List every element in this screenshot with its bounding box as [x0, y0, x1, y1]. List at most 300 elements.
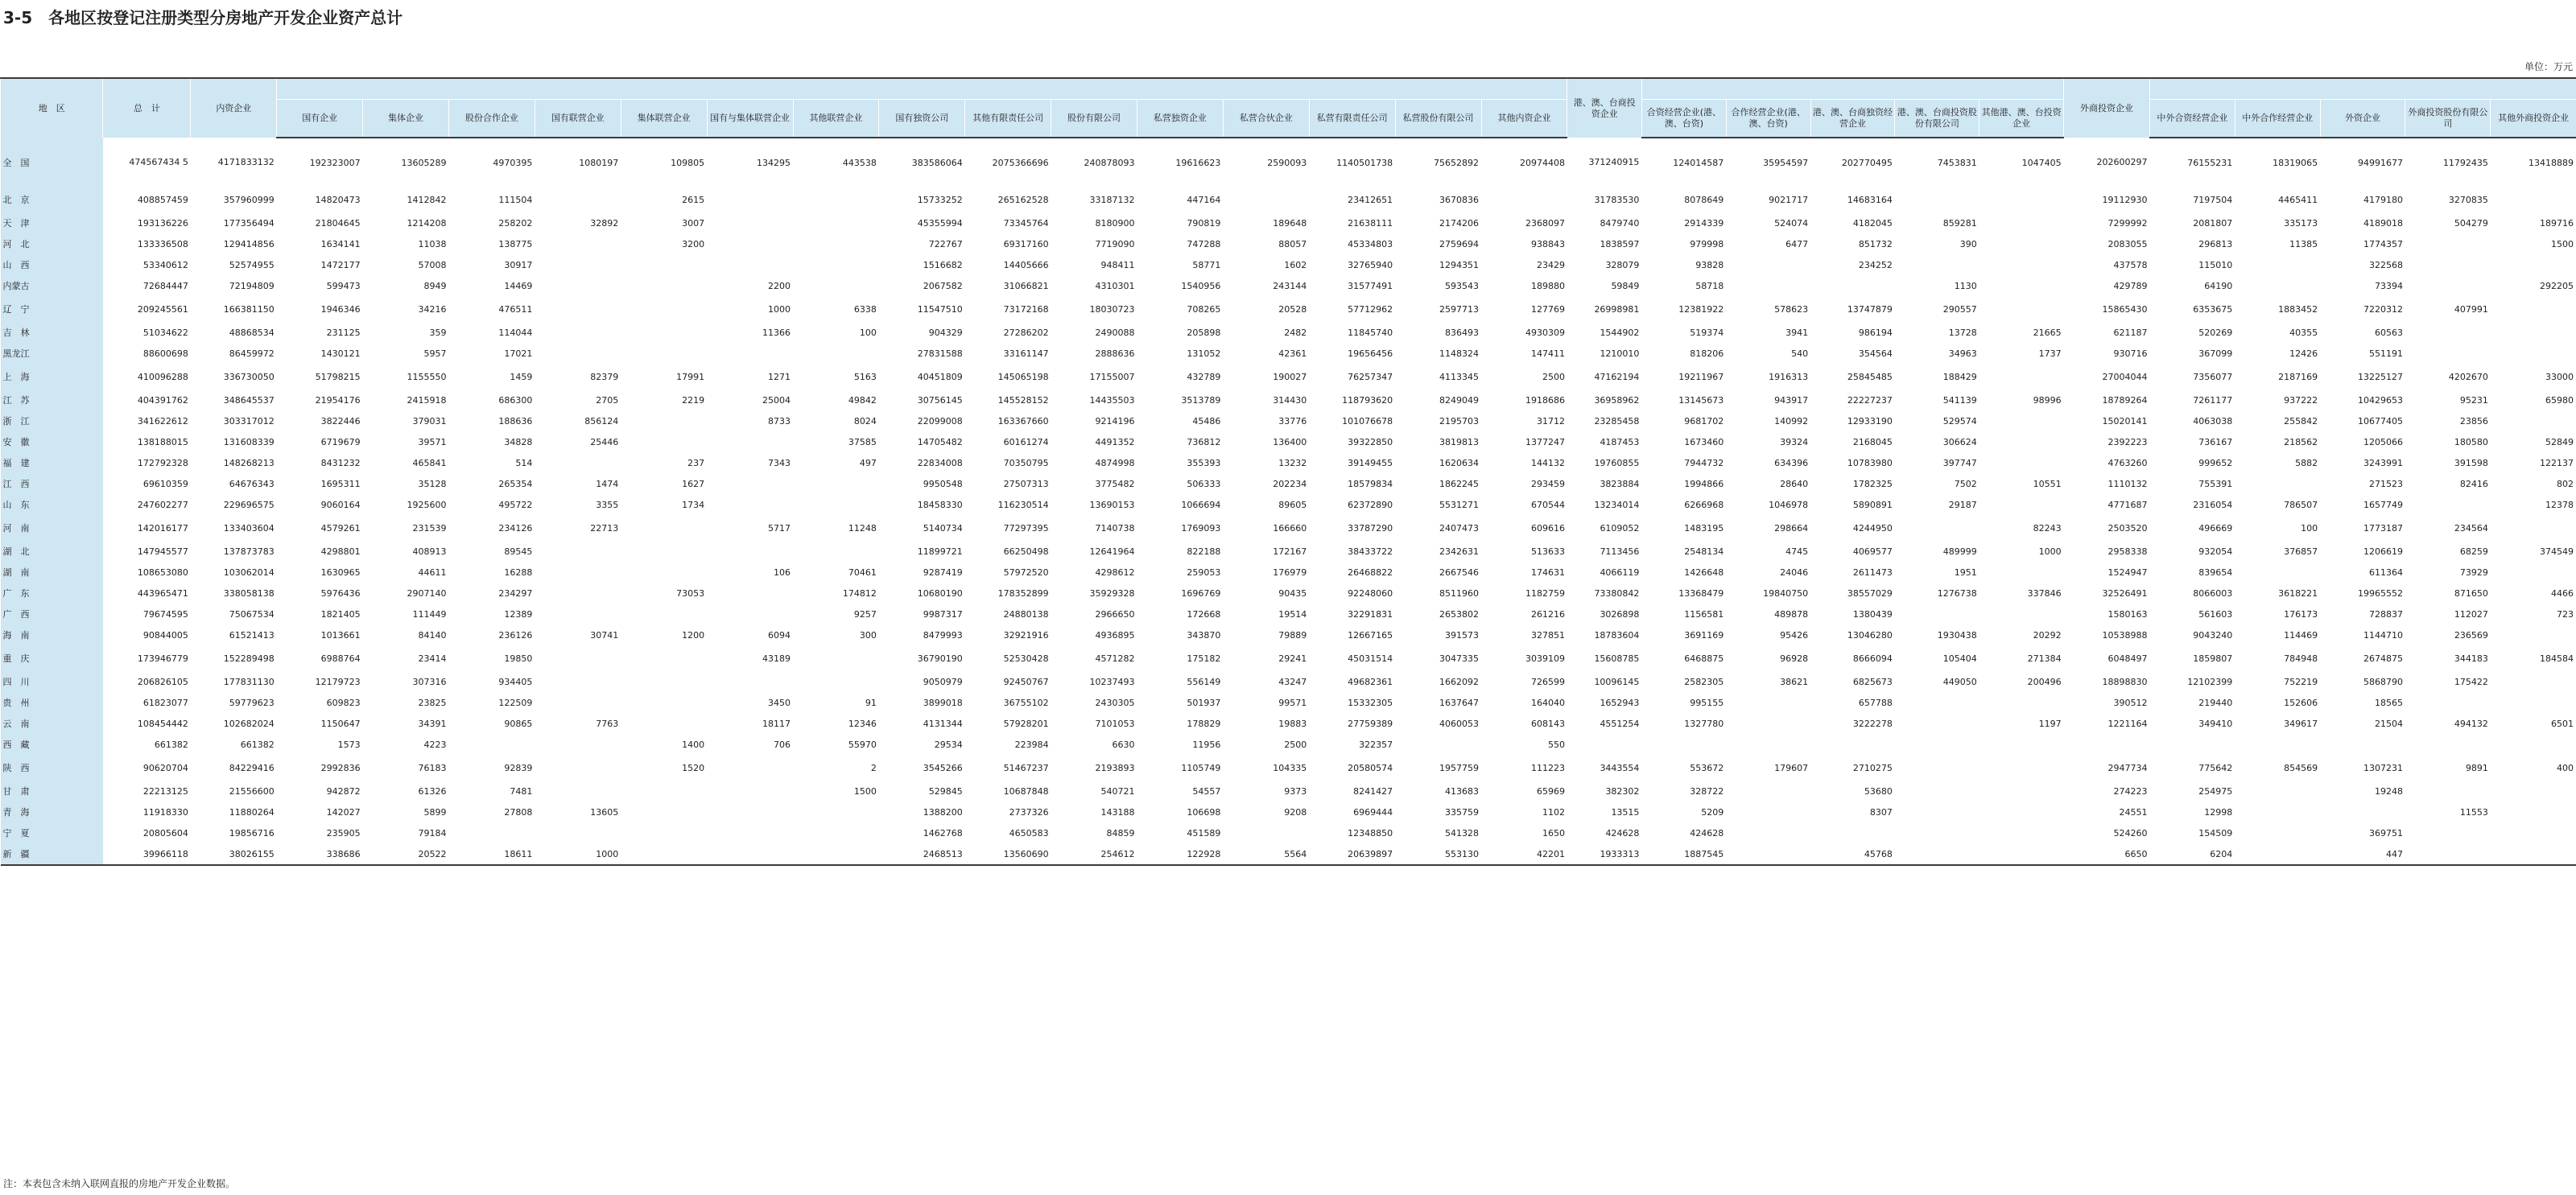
value-cell: 1773187 [2363, 522, 2403, 534]
value-cell [2491, 515, 2576, 541]
value-cell: 47162194 [1594, 371, 1640, 382]
value-cell: 13728 [1948, 327, 1977, 338]
value-cell: 20292 [2033, 629, 2062, 641]
header-foreign-col: 外商投资股份有限公司 [2405, 99, 2491, 138]
value-cell: 27507313 [1003, 478, 1049, 489]
value-cell: 986194 [1858, 327, 1893, 338]
value-cell: 1206619 [2363, 546, 2403, 557]
value-cell: 61823077 [142, 697, 188, 708]
value-cell: 147945577 [137, 546, 188, 557]
table-row [1, 843, 2576, 865]
value-cell: 4579261 [320, 522, 361, 534]
value-cell: 4298801 [320, 546, 361, 557]
value-cell: 137873783 [223, 546, 275, 557]
value-cell: 49682361 [1348, 676, 1393, 687]
value-cell [1979, 494, 2064, 515]
value-cell: 59849 [1611, 280, 1640, 291]
value-cell: 189716 [2540, 217, 2574, 229]
value-cell: 17991 [676, 371, 705, 382]
value-cell: 3545266 [923, 762, 963, 773]
value-cell: 92839 [504, 762, 533, 773]
value-cell: 424628 [1605, 827, 1640, 839]
value-cell: 19211967 [1678, 371, 1724, 382]
value-cell: 90620704 [142, 762, 188, 773]
region-cell: 安 徽 [1, 431, 103, 452]
value-cell: 2958338 [2107, 546, 2148, 557]
value-cell: 15332305 [1348, 697, 1393, 708]
value-cell: 11918330 [142, 806, 188, 818]
value-cell: 1634141 [320, 238, 361, 249]
value-cell: 219440 [2198, 697, 2233, 708]
value-cell: 4244950 [1852, 522, 1893, 534]
value-cell: 95231 [2459, 394, 2488, 406]
value-cell: 12102399 [2187, 676, 2233, 687]
value-cell: 1000 [768, 303, 791, 315]
value-cell: 20522 [363, 843, 449, 865]
value-cell: 34216 [418, 303, 447, 315]
value-cell [621, 781, 707, 801]
value-cell: 21504 [2374, 718, 2403, 729]
table-row [1, 713, 2576, 734]
header-hkmt-col: 港、澳、台商独资经营企业 [1810, 99, 1895, 138]
value-cell: 12426 [2289, 348, 2318, 359]
value-cell: 18579834 [1348, 478, 1393, 489]
header-foreign-col: 外资企业 [2320, 99, 2405, 138]
value-cell: 609616 [1530, 522, 1565, 534]
value-cell [1979, 212, 2064, 233]
value-cell: 106698 [1187, 806, 1221, 818]
value-cell [2235, 473, 2320, 494]
value-cell: 11899721 [917, 546, 963, 557]
value-cell [1979, 843, 2064, 865]
value-cell: 234126 [498, 522, 533, 534]
value-cell: 513633 [1530, 546, 1565, 557]
value-cell: 26468822 [1348, 567, 1393, 578]
value-cell: 1483195 [1684, 522, 1724, 534]
value-cell [535, 604, 621, 624]
value-cell: 379031 [412, 415, 447, 426]
value-cell [1895, 801, 1979, 822]
value-cell: 621187 [2113, 327, 2148, 338]
value-cell: 6630 [1112, 739, 1135, 750]
value-cell: 11792435 [2442, 157, 2488, 168]
value-cell [1895, 781, 1979, 801]
value-cell: 58771 [1192, 259, 1221, 270]
value-cell [2405, 233, 2491, 254]
header-domestic-col: 国有企业 [277, 99, 363, 138]
value-cell: 36755102 [1003, 697, 1049, 708]
value-cell: 657788 [1858, 697, 1893, 708]
value-cell: 561603 [2198, 608, 2233, 620]
value-cell: 14469 [504, 280, 533, 291]
header-domestic-col: 国有联营企业 [535, 99, 621, 138]
value-cell: 489999 [1942, 546, 1977, 557]
value-cell: 1946346 [320, 303, 361, 315]
value-cell: 327851 [1530, 629, 1565, 641]
value-cell: 61521413 [229, 629, 275, 641]
value-cell: 133336508 [137, 238, 188, 249]
value-cell: 36958962 [1594, 394, 1640, 406]
value-cell: 9257 [853, 608, 877, 620]
value-cell: 708265 [1187, 303, 1221, 315]
value-cell: 3355 [596, 499, 619, 510]
value-cell: 1144710 [2363, 629, 2403, 641]
value-cell: 176979 [1273, 567, 1307, 578]
value-cell [2405, 822, 2491, 843]
value-cell: 1182759 [1525, 587, 1565, 599]
value-cell: 11547510 [917, 303, 963, 315]
value-cell: 4466 [2551, 587, 2574, 599]
value-cell [621, 296, 707, 322]
value-cell: 6094 [768, 629, 791, 641]
value-cell [1979, 452, 2064, 473]
table-row [1, 254, 2576, 275]
value-cell: 1200 [682, 629, 705, 641]
value-cell: 634396 [1774, 457, 1809, 468]
value-cell: 32526491 [2102, 587, 2148, 599]
value-cell: 27004044 [2102, 371, 2148, 382]
value-cell: 408857459 [137, 194, 188, 205]
value-cell: 2067582 [923, 280, 963, 291]
value-cell: 296813 [2198, 238, 2233, 249]
value-cell: 12346 [848, 718, 877, 729]
value-cell: 10677405 [2357, 415, 2403, 426]
header-foreign-col: 中外合资经营企业 [2149, 99, 2235, 138]
value-cell: 145065198 [997, 371, 1049, 382]
value-cell: 13560690 [965, 843, 1051, 865]
value-cell [621, 604, 707, 624]
value-cell: 8733 [768, 415, 791, 426]
table-row [1, 604, 2576, 624]
region-cell: 新 疆 [1, 843, 103, 865]
value-cell [1979, 755, 2064, 781]
value-cell: 108454442 [137, 718, 188, 729]
value-cell: 26998981 [1594, 303, 1640, 315]
header-domestic-col: 私营股份有限公司 [1395, 99, 1481, 138]
value-cell: 1637647 [1439, 697, 1479, 708]
value-cell [1223, 822, 1309, 843]
value-cell: 1388200 [923, 806, 963, 818]
value-cell: 999652 [2198, 457, 2233, 468]
value-cell: 163367660 [997, 415, 1049, 426]
value-cell: 25004 [762, 394, 791, 406]
value-cell: 8180900 [1095, 217, 1135, 229]
value-cell: 7343 [768, 457, 791, 468]
value-cell: 3513789 [1181, 394, 1221, 406]
value-cell [707, 541, 793, 562]
value-cell: 11038 [418, 238, 447, 249]
value-cell: 12348850 [1348, 827, 1393, 839]
value-cell: 24551 [2119, 806, 2148, 818]
value-cell [621, 645, 707, 671]
region-cell: 河 北 [1, 233, 103, 254]
value-cell: 2407473 [1439, 522, 1479, 534]
value-cell: 54557 [1192, 785, 1221, 797]
table-row [1, 541, 2576, 562]
value-cell: 174812 [842, 587, 877, 599]
table-row [1, 645, 2576, 671]
value-cell: 495722 [498, 499, 533, 510]
value-cell: 20639897 [1309, 843, 1395, 865]
value-cell: 355393 [1187, 457, 1221, 468]
value-cell: 10680190 [917, 587, 963, 599]
value-cell: 1271 [768, 371, 791, 382]
value-cell: 89605 [1278, 499, 1307, 510]
value-cell: 514 [515, 457, 533, 468]
value-cell: 6338 [853, 303, 877, 315]
value-cell [535, 275, 621, 296]
value-cell: 790819 [1187, 217, 1221, 229]
value-cell: 3775482 [1095, 478, 1135, 489]
value-cell: 1887545 [1641, 843, 1726, 865]
table-row [1, 431, 2576, 452]
value-cell: 2907140 [407, 587, 447, 599]
value-cell: 3222278 [1852, 718, 1893, 729]
value-cell [621, 410, 707, 431]
value-cell: 12389 [504, 608, 533, 620]
value-cell: 142016177 [137, 522, 188, 534]
value-cell: 5899 [423, 806, 447, 818]
value-cell [1895, 187, 1979, 212]
value-cell: 144132 [1530, 457, 1565, 468]
value-cell [1979, 364, 2064, 389]
value-cell: 6468875 [1684, 653, 1724, 664]
value-cell: 172167 [1273, 546, 1307, 557]
value-cell: 22227237 [1847, 394, 1893, 406]
header-domestic-col: 私营有限责任公司 [1309, 99, 1395, 138]
value-cell: 88600698 [142, 348, 188, 359]
value-cell [535, 671, 621, 692]
value-cell: 5976436 [320, 587, 361, 599]
value-cell: 57712962 [1348, 303, 1393, 315]
value-cell: 133403604 [223, 522, 275, 534]
value-cell [2491, 801, 2576, 822]
value-cell: 7101053 [1095, 718, 1135, 729]
value-cell: 12998 [2204, 806, 2233, 818]
value-cell: 39149455 [1348, 457, 1393, 468]
value-cell: 180580 [2454, 436, 2488, 447]
value-cell: 61326 [418, 785, 447, 797]
value-cell: 2710275 [1852, 762, 1893, 773]
table-row [1, 275, 2576, 296]
value-cell: 8307 [1869, 806, 1893, 818]
value-cell: 58718 [1695, 280, 1724, 291]
value-cell [621, 254, 707, 275]
region-cell: 贵 州 [1, 692, 103, 713]
value-cell [621, 275, 707, 296]
value-cell: 1500 [853, 785, 877, 797]
value-cell [1726, 781, 1810, 801]
value-cell: 541139 [1942, 394, 1977, 406]
value-cell: 177356494 [223, 217, 275, 229]
value-cell: 391573 [1445, 629, 1479, 641]
value-cell: 176173 [2284, 608, 2318, 620]
value-cell: 1957759 [1439, 762, 1479, 773]
value-cell: 3026898 [1600, 608, 1640, 620]
value-cell: 115010 [2198, 259, 2233, 270]
table-row [1, 583, 2576, 604]
value-cell: 3450 [768, 697, 791, 708]
value-cell: 314430 [1273, 394, 1307, 406]
value-cell: 51467237 [1003, 762, 1049, 773]
value-cell: 148268213 [223, 457, 275, 468]
table-row [1, 364, 2576, 389]
value-cell: 1105749 [1181, 762, 1221, 773]
value-cell: 7453831 [1937, 157, 1977, 168]
value-cell: 7113456 [1600, 546, 1640, 557]
value-cell: 32291831 [1348, 608, 1393, 620]
value-cell: 231539 [412, 522, 447, 534]
value-cell: 32921916 [1003, 629, 1049, 641]
table-row [1, 389, 2576, 410]
value-cell: 2187169 [2278, 371, 2318, 382]
value-cell: 2430305 [1095, 697, 1135, 708]
value-cell: 2597713 [1439, 303, 1479, 315]
value-cell: 274223 [2113, 785, 2148, 797]
value-cell [2405, 781, 2491, 801]
value-cell: 14820473 [315, 194, 361, 205]
value-cell: 111504 [498, 194, 533, 205]
value-cell: 234252 [1858, 259, 1893, 270]
value-cell: 3200 [682, 238, 705, 249]
value-cell: 1859807 [2193, 653, 2233, 664]
region-cell: 江 西 [1, 473, 103, 494]
header-hkmt: 港、澳、台商投资企业 [1567, 78, 1641, 138]
value-cell [793, 212, 879, 233]
value-cell: 259053 [1187, 567, 1221, 578]
value-cell [1726, 692, 1810, 713]
value-cell: 20528 [1278, 303, 1307, 315]
value-cell: 111449 [412, 608, 447, 620]
value-cell: 31783530 [1594, 194, 1640, 205]
value-cell: 6501 [2551, 718, 2574, 729]
value-cell: 2947734 [2107, 762, 2148, 773]
value-cell [2491, 734, 2576, 755]
value-cell: 11366 [762, 327, 791, 338]
value-cell: 38026155 [191, 843, 277, 865]
value-cell: 400 [2557, 762, 2574, 773]
value-cell [707, 431, 793, 452]
value-cell [2491, 343, 2576, 364]
value-cell [2235, 562, 2320, 583]
value-cell: 390512 [2113, 697, 2148, 708]
value-cell: 2500 [1542, 371, 1565, 382]
value-cell: 76155231 [2187, 157, 2233, 168]
table-row [1, 562, 2576, 583]
value-cell: 7944732 [1684, 457, 1724, 468]
region-cell: 黑龙江 [1, 343, 103, 364]
value-cell: 3039109 [1525, 653, 1565, 664]
value-cell: 36790190 [917, 653, 963, 664]
value-cell: 164040 [1530, 697, 1565, 708]
value-cell: 4936895 [1095, 629, 1135, 641]
value-cell: 948411 [1100, 259, 1135, 270]
value-cell [621, 322, 707, 343]
value-cell: 6719679 [320, 436, 361, 447]
table-row [1, 671, 2576, 692]
value-cell: 1696769 [1181, 587, 1221, 599]
value-cell: 608143 [1530, 718, 1565, 729]
value-cell: 357960999 [223, 194, 275, 205]
value-cell: 70461 [848, 567, 877, 578]
value-cell: 1462768 [923, 827, 963, 839]
value-cell: 10687848 [1003, 785, 1049, 797]
value-cell: 348645537 [223, 394, 275, 406]
value-cell: 73380842 [1594, 587, 1640, 599]
region-cell: 广 西 [1, 604, 103, 624]
value-cell: 8024 [853, 415, 877, 426]
value-cell [793, 494, 879, 515]
value-cell: 2168045 [1852, 436, 1893, 447]
value-cell: 6969444 [1353, 806, 1393, 818]
footnote: 注：本表包含未纳入联网直报的房地产开发企业数据。 [3, 1178, 236, 1189]
value-cell: 29241 [1278, 653, 1307, 664]
value-cell: 784948 [2284, 653, 2318, 664]
value-cell: 178352899 [997, 587, 1049, 599]
value-cell: 114044 [498, 327, 533, 338]
value-cell: 65969 [1536, 785, 1565, 797]
value-cell: 1737 [2038, 348, 2062, 359]
table-row [1, 781, 2576, 801]
value-cell [2235, 781, 2320, 801]
value-cell: 4131344 [923, 718, 963, 729]
value-cell [2491, 410, 2576, 431]
value-cell: 871650 [2454, 587, 2488, 599]
value-cell: 2992836 [320, 762, 361, 773]
value-cell: 336730050 [223, 371, 275, 382]
value-cell [2491, 187, 2576, 212]
value-cell: 38433722 [1348, 546, 1393, 557]
value-cell: 13515 [1611, 806, 1640, 818]
value-cell: 5209 [1701, 806, 1724, 818]
value-cell: 9214196 [1095, 415, 1135, 426]
value-cell: 1573 [337, 739, 361, 750]
value-cell [793, 801, 879, 822]
region-cell: 浙 江 [1, 410, 103, 431]
value-cell [707, 473, 793, 494]
value-cell: 79889 [1278, 629, 1307, 641]
value-cell: 12378 [2545, 499, 2574, 510]
value-cell: 177831130 [223, 676, 275, 687]
value-cell: 154509 [2198, 827, 2233, 839]
value-cell: 465841 [412, 457, 447, 468]
value-cell: 5140734 [923, 522, 963, 534]
value-cell: 341622612 [137, 415, 188, 426]
region-cell: 河 南 [1, 515, 103, 541]
value-cell: 23412651 [1348, 194, 1393, 205]
value-cell: 202600297 [2096, 157, 2148, 167]
table-row [1, 755, 2576, 781]
value-cell: 142027 [326, 806, 361, 818]
value-cell: 2500 [1284, 739, 1307, 750]
value-cell: 1838597 [1600, 238, 1640, 249]
value-cell: 1650 [1542, 827, 1565, 839]
value-cell: 851732 [1858, 238, 1893, 249]
value-cell: 103062014 [223, 567, 275, 578]
value-cell: 1140501738 [1336, 157, 1393, 168]
value-cell: 31066821 [1003, 280, 1049, 291]
value-cell [707, 604, 793, 624]
value-cell: 23429 [1536, 259, 1565, 270]
value-cell [1726, 713, 1810, 734]
value-cell: 254612 [1051, 843, 1137, 865]
value-cell [535, 343, 621, 364]
value-cell: 2342631 [1439, 546, 1479, 557]
value-cell: 258202 [498, 217, 533, 229]
value-cell: 51798215 [315, 371, 361, 382]
header-domestic-col: 国有与集体联营企业 [707, 99, 793, 138]
value-cell: 7481 [510, 785, 533, 797]
